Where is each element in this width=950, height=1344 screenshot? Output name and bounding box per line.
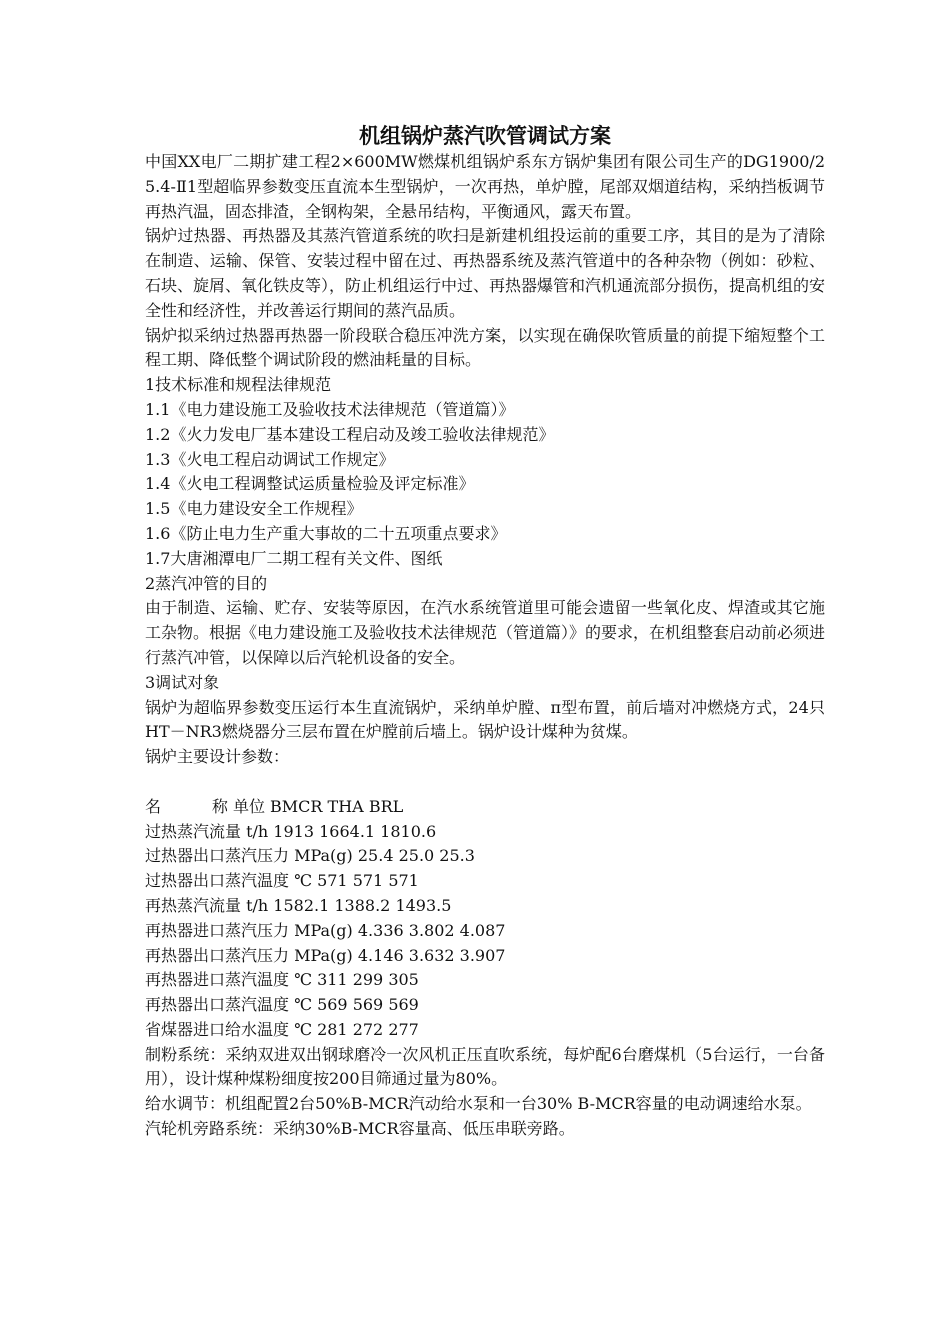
params-row: 再热器出口蒸汽压力 MPa(g) 4.146 3.632 3.907 (145, 945, 506, 965)
bypass-system-paragraph: 汽轮机旁路系统：采纳30%B-MCR容量高、低压串联旁路。 (145, 1119, 575, 1139)
section2-heading: 2蒸汽冲管的目的 (145, 573, 268, 593)
standard-item-7: 1.7大唐湘潭电厂二期工程有关文件、图纸 (145, 548, 443, 568)
section1-heading: 1技术标准和规程法律规范 (145, 375, 332, 395)
intro-paragraph-3: 锅炉拟采纳过热器再热器一阶段联合稳压冲洗方案，以实现在确保吹管质量的前提下缩短整个工程工期、降低整个调试阶段的燃油耗量的目标。 (145, 325, 825, 370)
document-title: 机组锅炉蒸汽吹管调试方案 (359, 123, 611, 148)
blank-line (145, 770, 825, 795)
feedwater-paragraph: 给水调节：机组配置2台50%B-MCR汽动给水泵和一台30% B-MCR容量的电动调速给水泵。 (145, 1094, 812, 1114)
standard-item-2: 1.2《火力发电厂基本建设工程启动及竣工验收法律规范》 (145, 424, 555, 444)
params-row: 过热蒸汽流量 t/h 1913 1664.1 1810.6 (145, 821, 437, 841)
standard-item-6: 1.6《防止电力生产重大事故的二十五项重点要求》 (145, 523, 507, 543)
section2-paragraph: 由于制造、运输、贮存、安装等原因，在汽水系统管道里可能会遗留一些氧化皮、焊渣或其它施工杂物。根据《电力建设施工及验收技术法律规范（管道篇）》的要求，在机组整套启动前必须进行蒸汽冲管，以保障以后汽轮机设备的安全。 (145, 598, 826, 667)
intro-paragraph-1: 中国XX电厂二期扩建工程2×600MW燃煤机组锅炉系东方锅炉集团有限公司生产的DG1900/25.4-Ⅱ1型超临界参数变压直流本生型锅炉，一次再热，单炉膛，尾部双烟道结构，采纳挡板调节再热汽温，固态排渣，全钢构架，全悬吊结构，平衡通风，露天布置。 (145, 152, 825, 221)
params-row: 过热器出口蒸汽压力 MPa(g) 25.4 25.0 25.3 (145, 846, 475, 866)
pulverizing-system-paragraph: 制粉系统：采纳双进双出钢球磨冷一次风机正压直吹系统，每炉配6台磨煤机（5台运行，一台备用），设计煤种煤粉细度按200目筛通过量为80%。 (145, 1044, 825, 1089)
standard-item-1: 1.1《电力建设施工及验收技术法律规范（管道篇）》 (145, 399, 515, 419)
params-row: 再热器进口蒸汽温度 ℃ 311 299 305 (145, 970, 419, 990)
standard-item-3: 1.3《火电工程启动调试工作规定》 (145, 449, 395, 469)
params-intro: 锅炉主要设计参数： (145, 747, 290, 767)
intro-paragraph-2: 锅炉过热器、再热器及其蒸汽管道系统的吹扫是新建机组投运前的重要工序，其目的是为了清除在制造、运输、保管、安装过程中留在过、再热器系统及蒸汽管道中的各种杂物（例如：砂粒、石块、旋屑、氧化铁皮等），防止机组运行中过、再热器爆管和汽机通流部分损伤，提高机组的安全性和经济性，并改善运行期间的蒸汽品质。 (145, 226, 826, 320)
params-row: 再热器出口蒸汽温度 ℃ 569 569 569 (145, 995, 419, 1015)
standard-item-4: 1.4《火电工程调整试运质量检验及评定标准》 (145, 474, 475, 494)
params-row: 过热器出口蒸汽温度 ℃ 571 571 571 (145, 871, 419, 891)
section3-paragraph: 锅炉为超临界参数变压运行本生直流锅炉，采纳单炉膛、π型布置，前后墙对冲燃烧方式，24只HT－NR3燃烧器分三层布置在炉膛前后墙上。锅炉设计煤种为贫煤。 (145, 697, 825, 742)
params-row: 再热器进口蒸汽压力 MPa(g) 4.336 3.802 4.087 (145, 920, 506, 940)
params-row: 省煤器进口给水温度 ℃ 281 272 277 (145, 1019, 419, 1039)
section3-heading: 3调试对象 (145, 672, 220, 692)
standard-item-5: 1.5《电力建设安全工作规程》 (145, 499, 363, 519)
document-page (145, 122, 825, 1142)
params-row: 再热蒸汽流量 t/h 1582.1 1388.2 1493.5 (145, 895, 452, 915)
params-header: 名 称 单位 BMCR THA BRL (145, 796, 404, 816)
